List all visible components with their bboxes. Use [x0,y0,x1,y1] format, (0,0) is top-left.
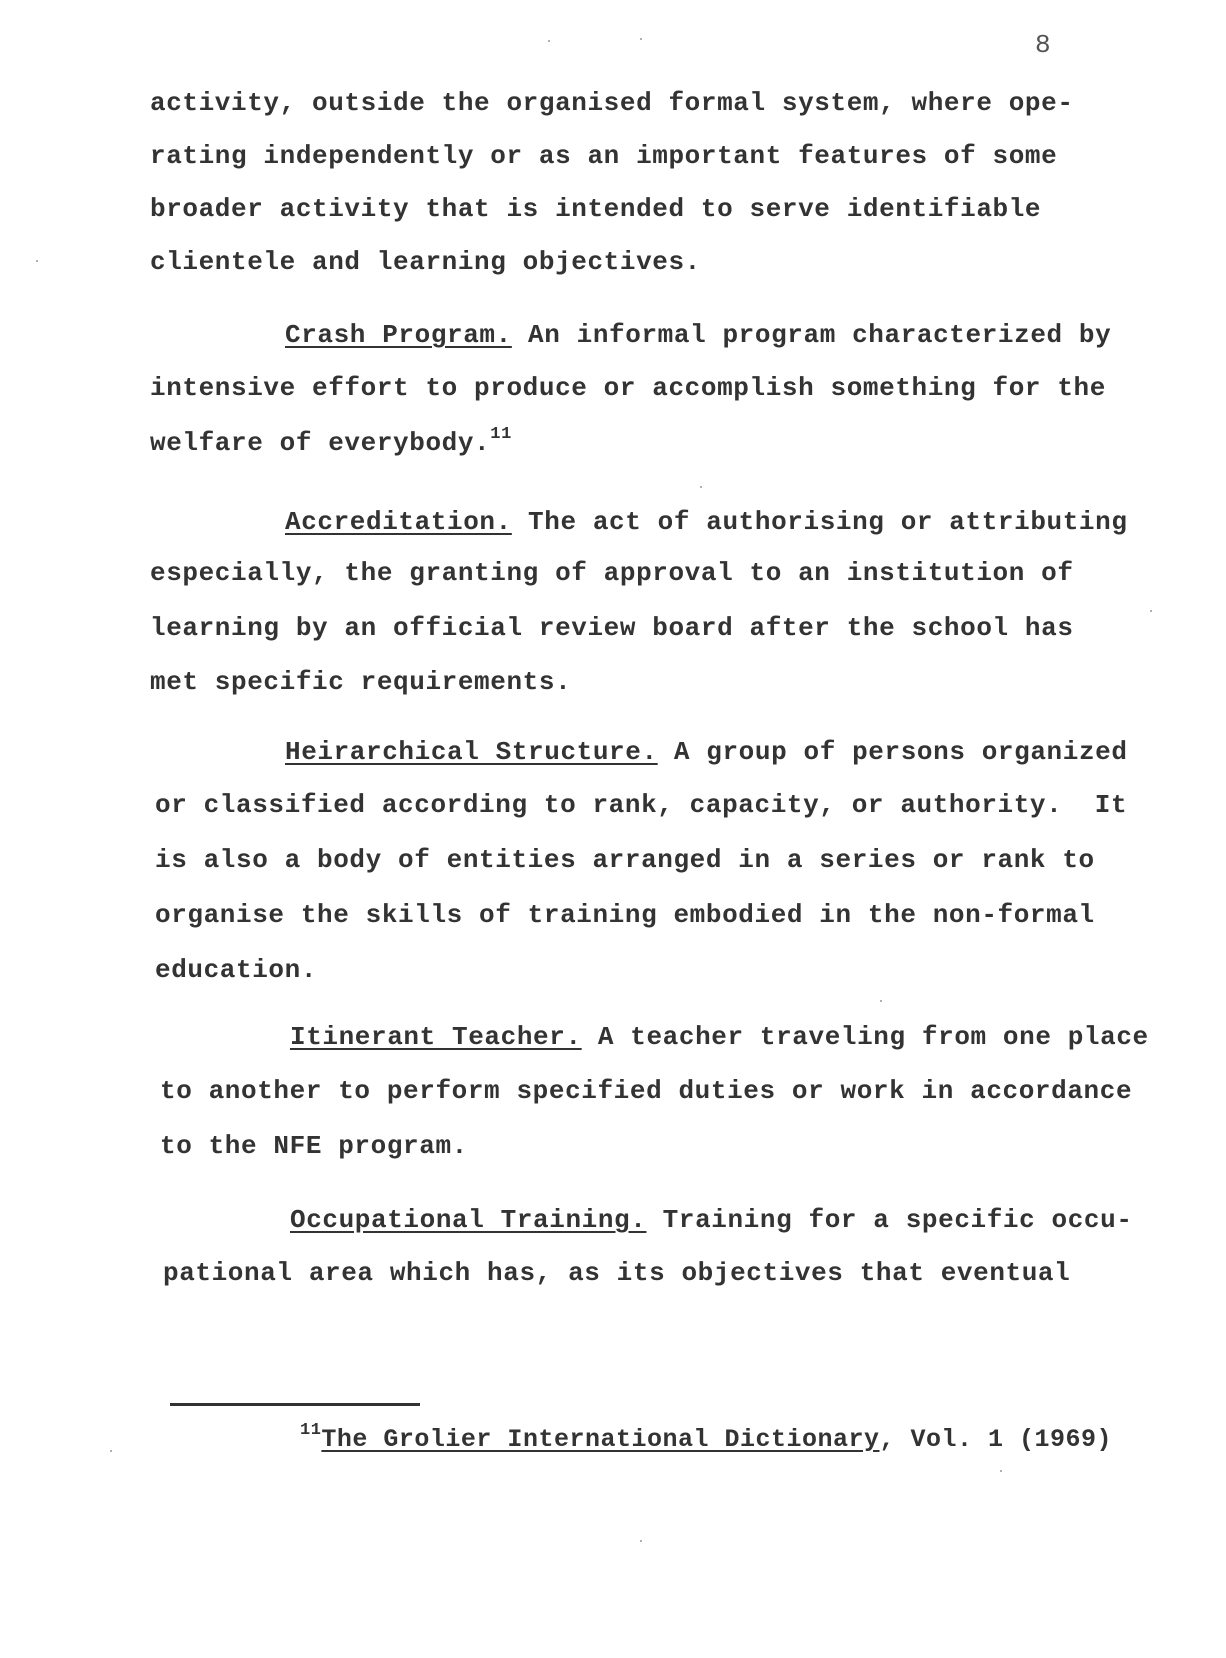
text-line: to the NFE program. [160,1131,468,1161]
term-occupational-training: Occupational Training. [290,1205,647,1235]
footnote-reference: 11 [490,425,512,444]
text-line: is also a body of entities arranged in a series or rank to [155,845,1095,875]
text-line: learning by an official review board after the school has [150,613,1074,643]
text-line: met specific requirements. [150,667,572,697]
definition-text: A group of persons organized [657,737,1128,767]
term-heirarchical-structure: Heirarchical Structure. [285,737,658,767]
footnote-source-details: , Vol. 1 (1969) [879,1425,1113,1454]
text-line: intensive effort to produce or accomplish something for the [150,373,1106,403]
text-line: to another to perform specified duties or work in accordance [160,1076,1133,1106]
text-line: especially, the granting of approval to an institution of [150,558,1074,588]
definition-first-line [290,1022,1149,1052]
definition-first-line [290,1205,1133,1235]
term-crash-program: Crash Program. [285,320,512,350]
page-number: 8 [1035,30,1051,60]
definition-text: Training for a specific occu- [646,1205,1133,1235]
text-line: activity, outside the organised formal system, where ope- [150,88,1074,118]
footnote-divider [170,1403,420,1406]
text-line: education. [155,955,318,985]
term-accreditation: Accreditation. [285,507,512,537]
scan-speck [110,1450,112,1452]
scan-speck [1000,1470,1002,1472]
scan-speck [548,40,550,42]
definition-text: An informal program characterized by [511,320,1112,350]
definition-first-line [285,320,1111,350]
definition-text: The act of authorising or attributing [511,507,1128,537]
text-line: clientele and learning objectives. [150,247,701,277]
scan-speck [1150,610,1152,612]
text-line: organise the skills of training embodied in the non-formal [155,900,1095,930]
footnote-number: 11 [300,1421,322,1440]
definition-text: welfare of everybody. [150,428,491,458]
text-line [150,425,512,458]
scan-speck [700,486,702,488]
scan-speck [640,38,642,40]
text-line: pational area which has, as its objectives that eventual [163,1258,1071,1288]
footnote-source-title: The Grolier International Dictionary [321,1425,880,1454]
scan-speck [880,1000,882,1002]
text-line: rating independently or as an important features of some [150,141,1058,171]
definition-first-line [285,737,1128,767]
text-line: broader activity that is intended to serve identifiable [150,194,1042,224]
definition-text: A teacher traveling from one place [581,1022,1149,1052]
footnote [300,1421,1113,1454]
scan-speck [640,1540,642,1542]
definition-first-line [285,507,1128,537]
term-itinerant-teacher: Itinerant Teacher. [290,1022,582,1052]
text-line: or classified according to rank, capacity, or authority. It [155,790,1128,820]
scan-speck [36,260,38,262]
